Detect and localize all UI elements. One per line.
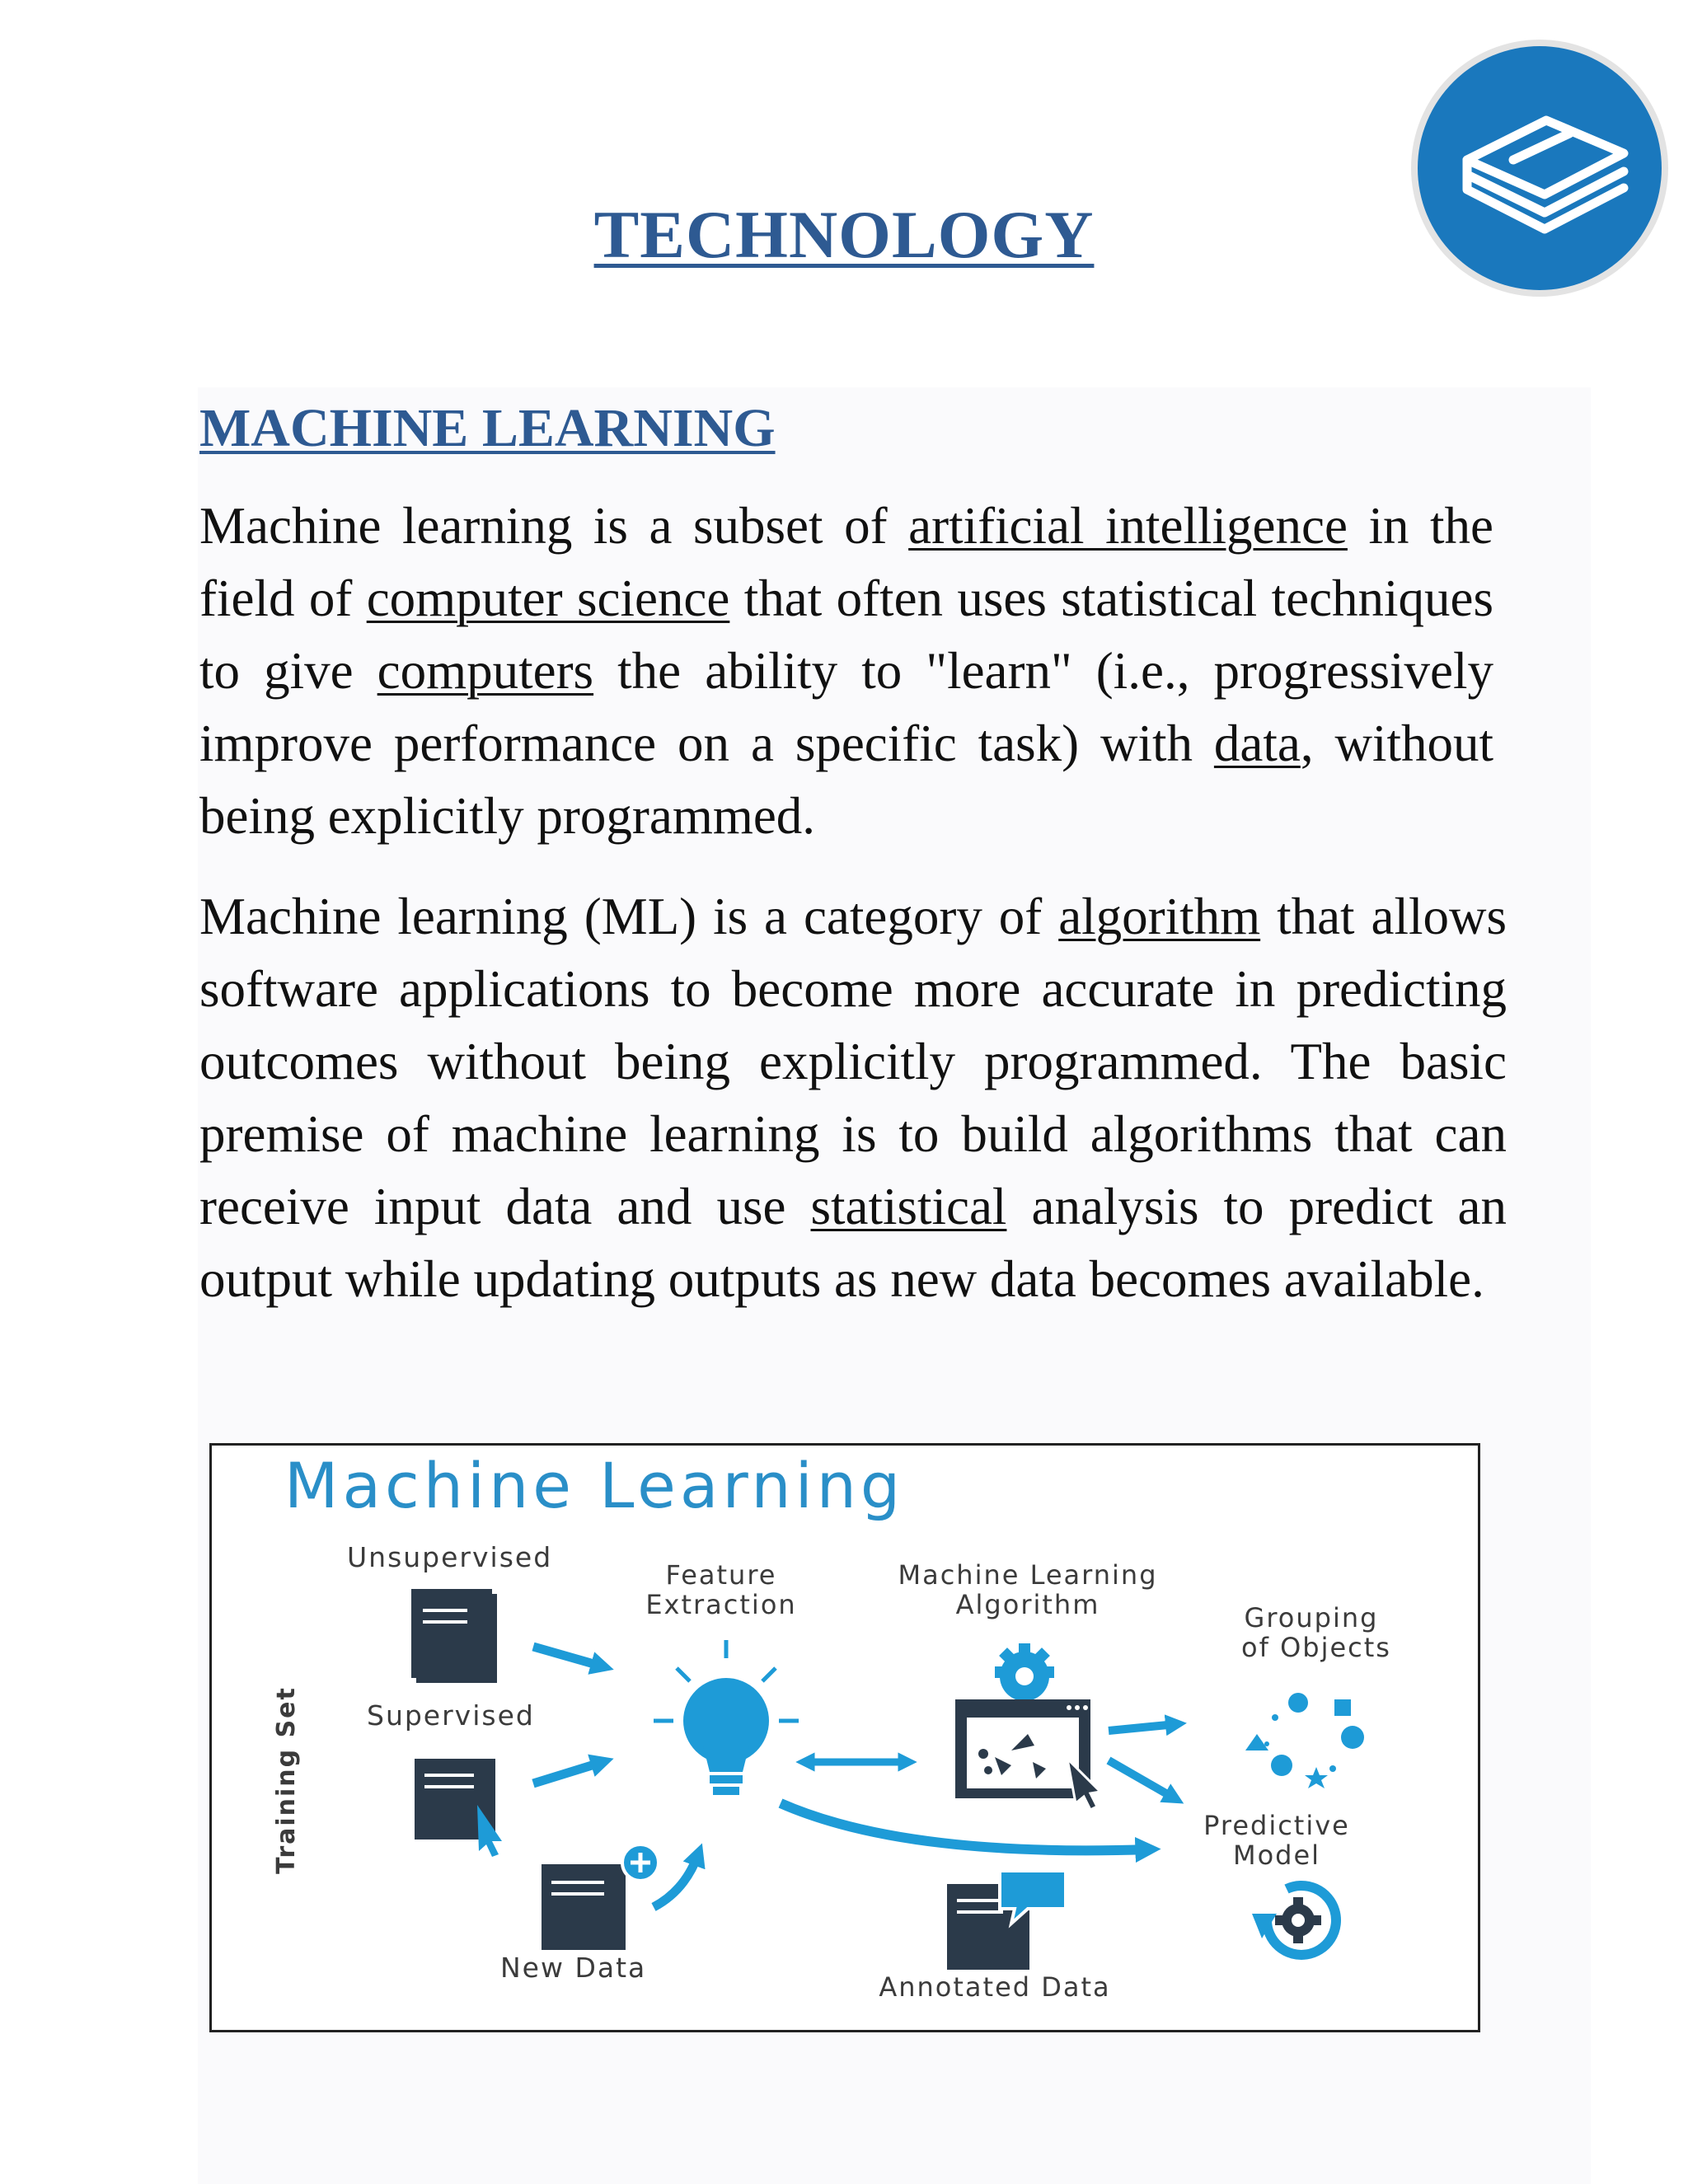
p2-text-2: that allows software applications to become more accurate in predicting outcomes without being explicitly programmed. The basic premise of machine learning is to build algorithms that can receive input data and use xyxy=(199,888,1507,1235)
unsupervised-documents-icon xyxy=(408,1586,497,1683)
link-algorithm[interactable]: algorithm xyxy=(1058,888,1261,945)
annotated-data-icon xyxy=(947,1871,1066,1970)
ml-diagram xyxy=(209,1443,1480,2032)
link-data[interactable]: data xyxy=(1213,715,1301,772)
feature-label-1: Feature xyxy=(665,1559,777,1591)
training-set-label: Training Set xyxy=(272,1686,301,1874)
supervised-document-icon xyxy=(415,1759,502,1857)
algorithm-monitor-icon xyxy=(955,1699,1100,1810)
p2-text-1: Machine learning (ML) is a category of xyxy=(199,888,1059,945)
section-heading: MACHINE LEARNING xyxy=(199,398,776,458)
paragraph-1 xyxy=(199,490,1493,852)
curved-arrow-to-model xyxy=(781,1803,1148,1850)
grouping-label-2: of Objects xyxy=(1241,1632,1391,1663)
grouping-label-1: Grouping xyxy=(1244,1602,1379,1633)
p1-text-2: in the field of xyxy=(199,497,1494,627)
new-data-document-icon xyxy=(542,1844,659,1950)
algorithm-gear-icon xyxy=(995,1643,1054,1701)
p1-text-5: , without being explicitly programmed. xyxy=(199,715,1493,845)
ml-diagram-svg xyxy=(212,1446,1478,2030)
link-computers[interactable]: computers xyxy=(377,642,594,700)
diagram-title: Machine Learning xyxy=(284,1449,905,1522)
algorithm-label-2: Algorithm xyxy=(955,1589,1100,1620)
new-data-label: New Data xyxy=(500,1952,647,1984)
page-title: TECHNOLOGY xyxy=(593,197,1095,272)
supervised-label: Supervised xyxy=(367,1699,535,1732)
output-arrows xyxy=(1109,1724,1176,1798)
algorithm-label-1: Machine Learning xyxy=(898,1559,1158,1591)
link-artificial-intelligence[interactable]: artificial intelligence xyxy=(908,497,1348,555)
predictive-model-icon xyxy=(1252,1886,1336,1955)
grouping-objects-icon xyxy=(1245,1693,1364,1788)
p1-text-1: Machine learning is a subset of xyxy=(199,497,909,555)
p1-text-4: the ability to "learn" (i.e., progressively improve performance on a specific task) with xyxy=(199,642,1493,772)
feature-label-2: Extraction xyxy=(645,1589,797,1620)
predictive-label-1: Predictive xyxy=(1203,1810,1350,1841)
lightbulb-icon xyxy=(654,1640,799,1795)
unsupervised-label: Unsupervised xyxy=(347,1541,553,1573)
p2-text-3: analysis to predict an output while updating outputs as new data becomes available. xyxy=(199,1178,1507,1308)
paragraph-2 xyxy=(199,880,1507,1315)
link-statistical[interactable]: statistical xyxy=(810,1178,1007,1235)
link-computer-science[interactable]: computer science xyxy=(366,569,730,627)
annotated-data-label: Annotated Data xyxy=(879,1971,1111,2003)
predictive-label-2: Model xyxy=(1232,1840,1321,1871)
p1-text-3: that often uses statistical techniques to give xyxy=(199,569,1494,700)
